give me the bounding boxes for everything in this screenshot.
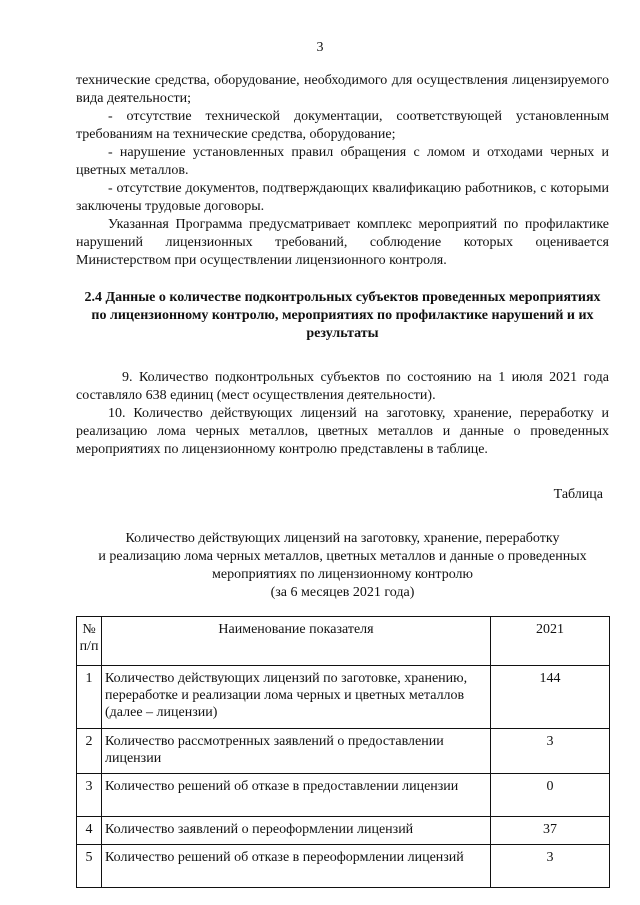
row-value: 0 [491, 774, 610, 817]
caption-line-1: Количество действующих лицензий на заготовку, хранение, переработку [125, 531, 560, 546]
table-row [77, 817, 610, 845]
document-body [76, 72, 609, 888]
row-value: 37 [491, 817, 610, 845]
header-num-line-2: п/п [79, 639, 99, 654]
row-num: 1 [77, 666, 102, 729]
row-num: 5 [77, 845, 102, 888]
row-num: 4 [77, 817, 102, 845]
header-year: 2021 [491, 617, 610, 666]
table-caption [76, 530, 609, 602]
paragraph-program: Указанная Программа предусматривает комплекс мероприятий по профилактике нарушений лицензионных требований, соблюдение которых оценивается Министерством при осуществлении лицензионного контроля. [76, 217, 609, 268]
header-num-line-1: № [82, 622, 96, 637]
row-value: 3 [491, 729, 610, 774]
row-value: 3 [491, 845, 610, 888]
table-row [77, 774, 610, 817]
paragraph-scrap-rules: - нарушение установленных правил обращения с ломом и отходами черных и цветных металлов. [76, 145, 609, 178]
table-row [77, 729, 610, 774]
item-9: 9. Количество подконтрольных субъектов по состоянию на 1 июля 2021 года составляло 638 единиц (мест осуществления деятельности). [76, 370, 609, 403]
table-header-row [77, 617, 610, 666]
table-row [77, 666, 610, 729]
table-row [77, 845, 610, 888]
page-number: 3 [316, 40, 324, 55]
row-name: Количество решений об отказе в предоставлении лицензии [102, 774, 491, 817]
item-10: 10. Количество действующих лицензий на заготовку, хранение, переработку и реализацию лома черных металлов, цветных металлов и данные о проведенных мероприятиях по лицензионному контролю представлены в таблице. [76, 406, 609, 457]
paragraph-no-documentation: - отсутствие технической документации, соответствующей установленным требованиям на технические средства, оборудование; [76, 109, 609, 142]
caption-line-3: мероприятиях по лицензионному контролю [212, 567, 473, 582]
caption-line-4: (за 6 месяцев 2021 года) [270, 585, 415, 600]
row-num: 2 [77, 729, 102, 774]
paragraph-equipment: технические средства, оборудование, необходимого для осуществления лицензируемого вида деятельности; [76, 73, 609, 106]
paragraph-qualification: - отсутствие документов, подтверждающих квалификацию работников, с которыми заключены трудовые договоры. [76, 181, 609, 214]
header-name: Наименование показателя [102, 617, 491, 666]
caption-line-2: и реализацию лома черных металлов, цветных металлов и данные о проведенных [98, 549, 587, 564]
row-num: 3 [77, 774, 102, 817]
section-heading: 2.4 Данные о количестве подконтрольных субъектов проведенных мероприятиях по лицензионному контролю, мероприятиях по профилактике нарушений и их результаты [84, 290, 601, 341]
row-name: Количество заявлений о переоформлении лицензий [102, 817, 491, 845]
row-value: 144 [491, 666, 610, 729]
header-num [77, 617, 102, 666]
licenses-table [76, 616, 610, 888]
table-label: Таблица [553, 487, 603, 502]
row-name: Количество рассмотренных заявлений о предоставлении лицензии [102, 729, 491, 774]
row-name: Количество решений об отказе в переоформлении лицензий [102, 845, 491, 888]
row-name: Количество действующих лицензий по заготовке, хранению, переработке и реализации лома черных и цветных металлов (далее – лицензии) [102, 666, 491, 729]
